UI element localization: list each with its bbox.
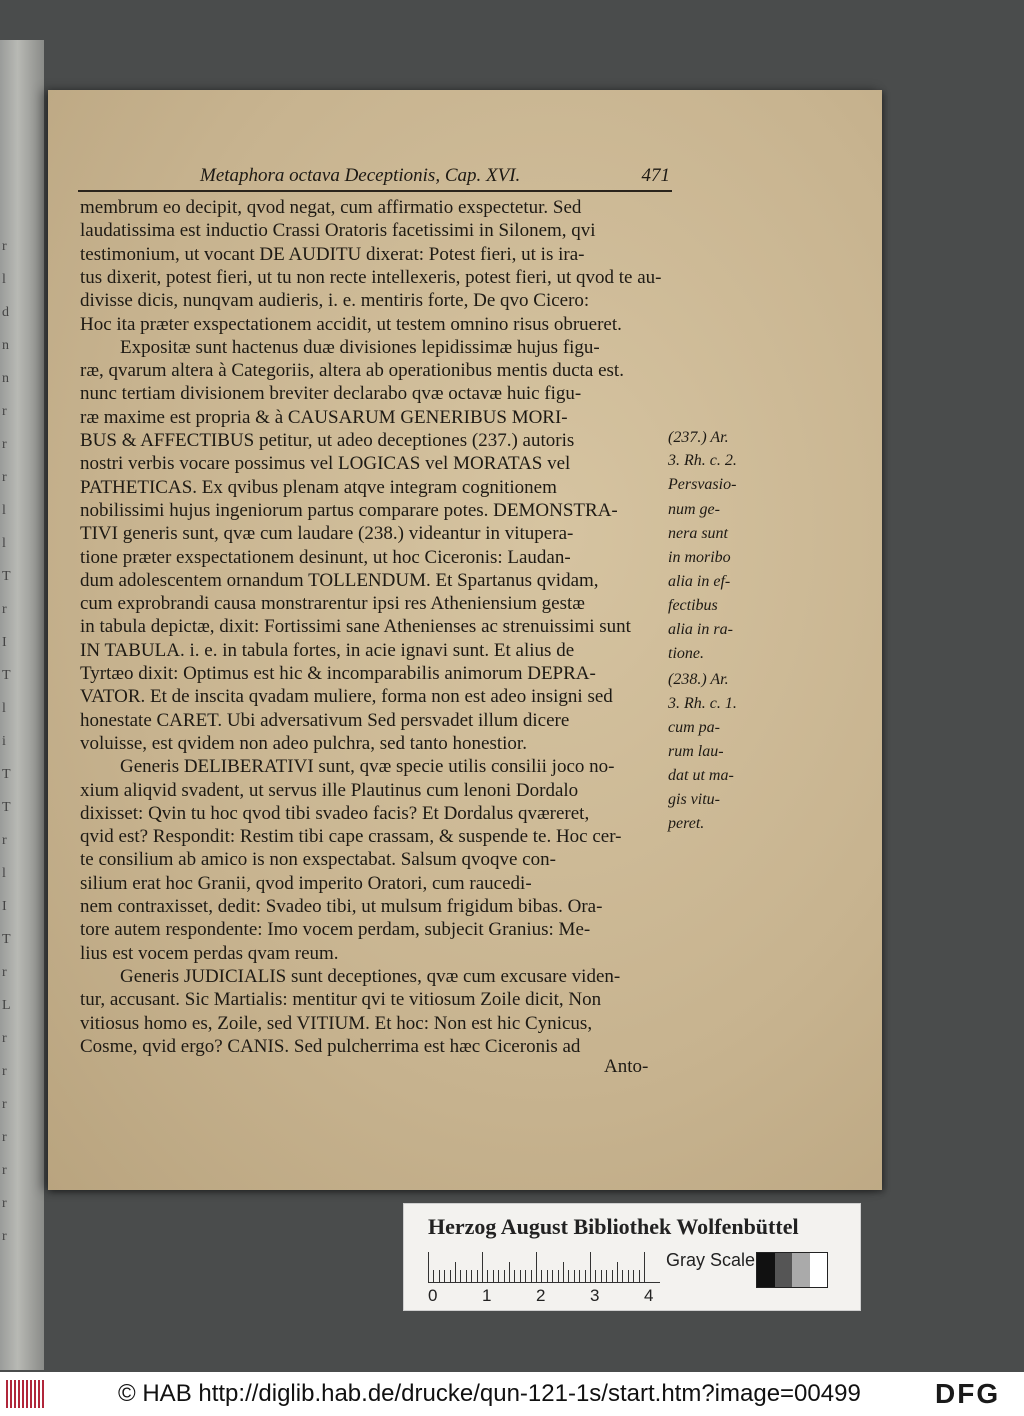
previous-page-glyph: r [2,1229,7,1244]
text-line: honestate CARET. Ubi adversativum Sed persvadet illum dicere [80,709,570,731]
barcode-icon [6,1380,46,1408]
text-line: tus dixerit, potest fieri, ut tu non recte intellexeris, potest fieri, ut qvod te au- [80,266,662,288]
header-rule [78,190,672,192]
ruler-tick [547,1270,548,1282]
text-line: ræ, qvarum altera à Categoriis, altera ab operationibus mentis ducta est. [80,360,624,382]
text-line: tione præter exspectationem desinunt, ut hoc Ciceronis: Laudan- [80,546,571,568]
ruler-tick [558,1270,559,1282]
ruler-tick [644,1252,645,1282]
margin-note: tione. [668,645,704,662]
text-line: nunc tertiam divisionem breviter declarabo qvæ octavæ huic figu- [80,383,582,405]
ruler-tick [536,1252,537,1282]
text-line: IN TABULA. i. e. in tabula fortes, in acie ignavi sunt. Et alius de [80,639,575,661]
previous-page-glyph: l [2,503,6,518]
ruler-tick [509,1262,510,1282]
margin-note: Persvasio- [668,476,737,493]
ruler-tick [606,1270,607,1282]
ruler-tick [595,1270,596,1282]
text-line: nobilissimi hujus ingeniorum partus comparare potes. DEMONSTRA- [80,499,618,521]
ruler-tick [628,1270,629,1282]
scale-number: 1 [482,1286,492,1305]
previous-page-glyph: n [2,371,9,386]
margin-note: gis vitu- [668,791,720,808]
ruler-tick [622,1270,623,1282]
ruler-tick [450,1270,451,1282]
previous-page-glyph: T [2,569,11,584]
previous-page-glyph: r [2,1163,7,1178]
margin-note: cum pa- [668,719,720,736]
text-line: tur, accusant. Sic Martialis: mentitur qvi te vitiosum Zoile dicit, Non [80,989,602,1011]
previous-page-glyph: r [2,470,7,485]
running-head [200,165,670,187]
gray-scale-swatch [756,1252,828,1288]
ruler-tick [552,1270,553,1282]
scale-number: 4 [644,1286,654,1305]
ruler-tick [477,1270,478,1282]
page-number: 471 [641,165,670,186]
previous-page-edge [0,40,44,1370]
text-line: silium erat hoc Granii, qvod imperito Oratori, cum raucedi- [80,872,532,894]
margin-note: 3. Rh. c. 1. [668,695,737,712]
ruler-tick [541,1270,542,1282]
ruler-tick [471,1270,472,1282]
margin-note: rum lau- [668,743,724,760]
text-line: laudatissima est inductio Crassi Oratoris facetissimi in Silonem, qvi [80,220,596,242]
margin-note: 3. Rh. c. 2. [668,452,737,469]
text-line: qvid est? Respondit: Restim tibi cape crassam, & suspende te. Hoc cer- [80,826,622,848]
previous-page-glyph: r [2,404,7,419]
previous-page-glyph: T [2,800,11,815]
previous-page-glyph: I [2,635,7,650]
previous-page-glyphs [2,230,22,1253]
catchword: Anto- [604,1056,649,1077]
text-line: vitiosus homo es, Zoile, sed VITIUM. Et hoc: Non est hic Cynicus, [80,1012,593,1034]
ruler-tick [514,1270,515,1282]
ruler-tick [585,1270,586,1282]
ruler-tick [493,1270,494,1282]
text-line: cum exprobrandi causa monstrarentur ipsi res Atheniensium gestæ [80,593,585,615]
gray-scale-label: Gray Scale [666,1250,756,1270]
margin-note: dat ut ma- [668,767,734,784]
ruler-tick [433,1270,434,1282]
previous-page-glyph: L [2,998,11,1013]
previous-page-glyph: l [2,866,6,881]
ruler-tick [639,1270,640,1282]
margin-note: alia in ra- [668,621,733,638]
previous-page-glyph: r [2,1064,7,1079]
margin-note: fectibus [668,597,718,614]
running-head-title: Metaphora octava Deceptionis, Cap. XVI. [200,165,521,186]
text-line: xium aliqvid svadent, ut servus ille Plautinus cum lenoni Dordalo [80,779,579,801]
text-line: dixisset: Qvin tu hoc qvod tibi svadeo facis? Et Dordalus qværeret, [80,802,590,824]
margin-note: peret. [668,815,705,832]
text-line: lius est vocem perdas qvam reum. [80,942,339,964]
previous-page-glyph: I [2,899,7,914]
text-line: VATOR. Et de inscita qvadam muliere, forma non est adeo insigni sed [80,686,613,708]
ruler-scale [428,1252,660,1283]
text-line: in tabula depictæ, dixit: Fortissimi sane Athenienses ac strenuissimi sunt [80,616,631,638]
previous-page-glyph: r [2,965,7,980]
dfg-logo: DFG [935,1378,1001,1409]
previous-page-glyph: n [2,338,9,353]
margin-note: alia in ef- [668,573,731,590]
text-line: dum adolescentem ornandum TOLLENDUM. Et Spartanus qvidam, [80,569,599,591]
previous-page-glyph: d [2,305,9,320]
previous-page-glyph: r [2,1031,7,1046]
previous-page-glyph: l [2,272,6,287]
text-line: membrum eo decipit, qvod negat, cum affirmatio exspectetur. Sed [80,197,582,218]
ruler-tick [504,1270,505,1282]
text-line: nem contraxisset, dedit: Svadeo tibi, ut mulsum frigidum bibas. Ora- [80,896,603,917]
library-name: Herzog August Bibliothek Wolfenbüttel [428,1214,799,1239]
ruler-tick [498,1270,499,1282]
ruler-tick [466,1270,467,1282]
ruler-tick [574,1270,575,1282]
scale-number: 3 [590,1286,600,1305]
previous-page-glyph: i [2,734,6,749]
ruler-tick [455,1262,456,1282]
previous-page-glyph: T [2,932,11,947]
text-line: Expositæ sunt hactenus duæ divisiones lepidissimæ hujus figu- [120,336,600,358]
ruler-tick [525,1270,526,1282]
previous-page-glyph: T [2,767,11,782]
text-line: tore autem respondente: Imo vocem perdam, subjecit Granius: Me- [80,919,591,941]
ruler-tick [617,1262,618,1282]
ruler-tick [563,1262,564,1282]
margin-note: num ge- [668,501,720,518]
ruler-tick [428,1252,429,1282]
margin-note: nera sunt [668,525,728,542]
previous-page-glyph: l [2,701,6,716]
text-line: TIVI generis sunt, qvæ cum laudare (238.) videantur in vitupera- [80,523,574,545]
ruler-tick [590,1252,591,1282]
text-line: Generis DELIBERATIVI sunt, qvæ specie utilis consilii joco no- [120,756,615,778]
ruler-tick [460,1270,461,1282]
text-line: divisse dicis, nunqvam audieris, i. e. mentiris forte, De qvo Cicero: [80,290,590,312]
text-line: Cosme, qvid ergo? CANIS. Sed pulcherrima est hæc Ciceronis ad [80,1035,581,1057]
ruler-tick [444,1270,445,1282]
previous-page-glyph: T [2,668,11,683]
previous-page-glyph: r [2,437,7,452]
ruler-tick [439,1270,440,1282]
text-line: Tyrtæo dixit: Optimus est hic & incomparabilis animorum DEPRA- [80,663,596,684]
previous-page-glyph: r [2,1196,7,1211]
previous-page-glyph: l [2,536,6,551]
ruler-tick [487,1270,488,1282]
text-line: voluisse, est qvidem non adeo pulchra, sed tanto honestior. [80,732,527,754]
copyright-link[interactable]: © HAB http://diglib.hab.de/drucke/qun-121-1s/start.htm?image=00499 [118,1380,861,1407]
ruler-tick [601,1270,602,1282]
text-line: testimonium, ut vocant DE AUDITU dixerat: Potest fieri, ut is ira- [80,243,585,265]
scale-number: 2 [536,1286,546,1305]
margin-note: in moribo [668,549,731,566]
previous-page-glyph: r [2,1130,7,1145]
text-line: nostri verbis vocare possimus vel LOGICAS vel MORATAS vel [80,453,571,475]
ruler-tick [531,1270,532,1282]
previous-page-glyph: r [2,1097,7,1112]
previous-page-glyph: r [2,833,7,848]
text-line: PATHETICAS. Ex qvibus plenam atqve integram cognitionem [80,476,557,498]
ruler-tick [579,1270,580,1282]
footer-bar [0,1372,1024,1416]
ruler-tick [568,1270,569,1282]
text-line: ræ maxime est propria & à CAUSARUM GENERIBUS MORI- [80,406,568,428]
margin-note: (237.) Ar. [668,429,729,446]
color-calibration-card [403,1203,861,1311]
scale-number: 0 [428,1286,438,1305]
margin-note: (238.) Ar. [668,671,729,688]
previous-page-glyph: r [2,602,7,617]
ruler-tick [520,1270,521,1282]
text-line: Hoc ita præter exspectationem accidit, ut testem omnino risus obrueret. [80,313,622,335]
ruler-tick [482,1252,483,1282]
ruler-tick [633,1270,634,1282]
text-line: te consilium ab amico is non exspectabat. Salsum qvoqve con- [80,849,556,871]
previous-page-glyph: r [2,239,7,254]
ruler-tick [612,1270,613,1282]
text-line: Generis JUDICIALIS sunt deceptiones, qvæ cum excusare viden- [120,965,621,987]
text-line: BUS & AFFECTIBUS petitur, ut adeo deceptiones (237.) autoris [80,430,575,451]
